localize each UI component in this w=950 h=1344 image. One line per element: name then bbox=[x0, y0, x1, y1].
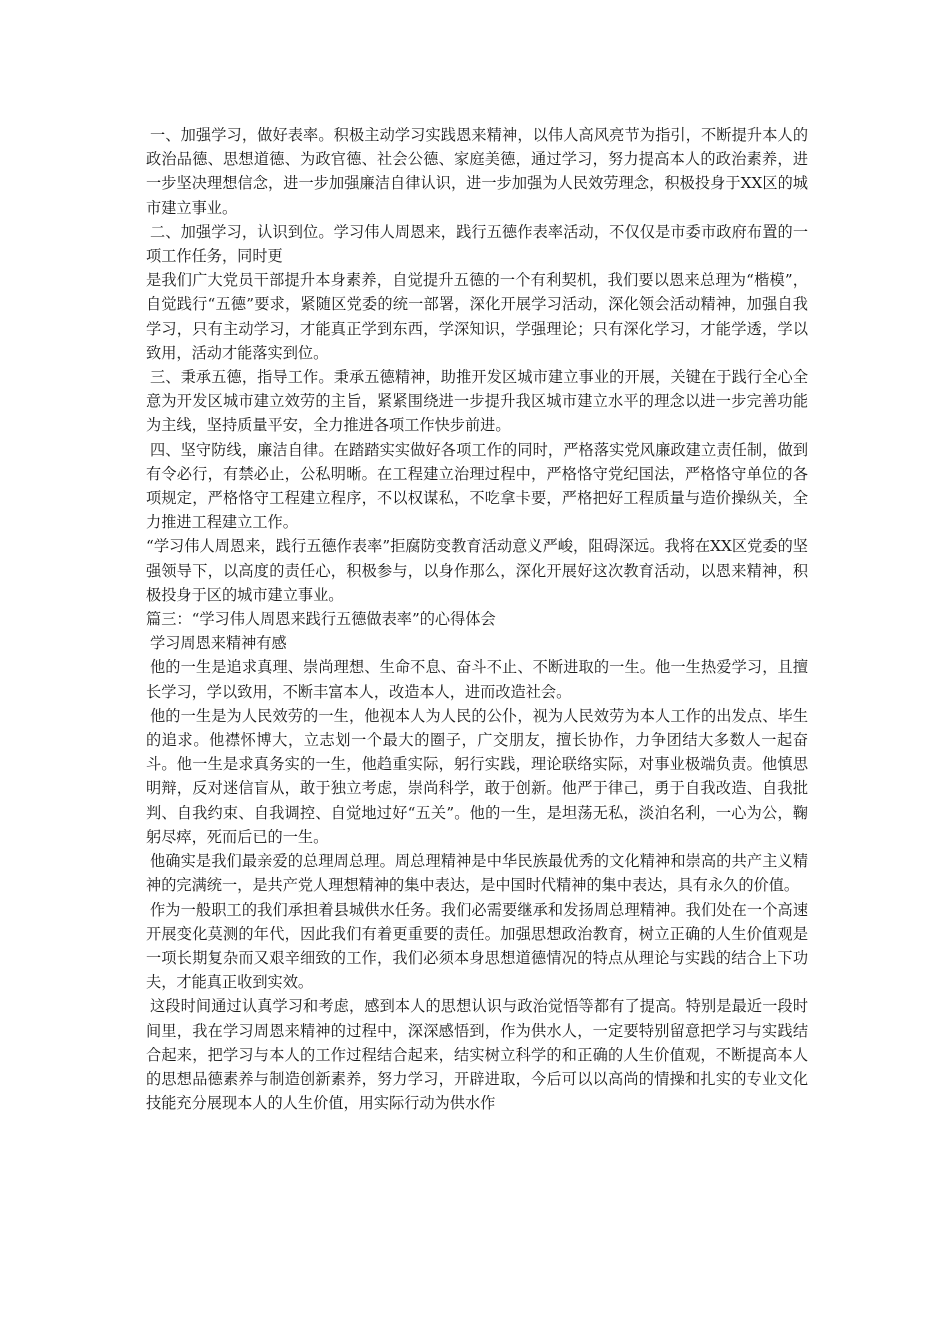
document-body bbox=[146, 123, 808, 1115]
paragraph-10: 他的一生是为人民效劳的一生，他视本人为人民的公仆，视为人民效劳为本人工作的出发点、毕生的追求。他襟怀博大，立志划一个最大的圈子，广交朋友，擅长协作，力争团结大多数人一起奋斗。他一生是求真务实的一生，他趋重实际，躬行实践，理论联络实际，对事业极端负责。他慎思明辩，反对迷信盲从，敢于独立考虑，崇尚科学，敢于创新。他严于律己，勇于自我改造、自我批判、自我约束、自我调控、自觉地过好“五关”。他的一生，是坦荡无私，淡泊名利，一心为公，鞠躬尽瘁，死而后已的一生。 bbox=[146, 706, 808, 846]
paragraph-9: 他的一生是追求真理、崇尚理想、生命不息、奋斗不止、不断进取的一生。他一生热爱学习，且擅长学习，学以致用，不断丰富本人，改造本人，进而改造社会。 bbox=[146, 658, 808, 701]
paragraph-12: 作为一般职工的我们承担着县城供水任务。我们必需要继承和发扬周总理精神。我们处在一个高速开展变化莫测的年代，因此我们有着更重要的责任。加强思想政治教育，树立正确的人生价值观是一项长期复杂而又艰辛细致的工作，我们必须本身思想道德情况的特点从理论与实践的结合上下功夫，才能真正收到实效。 bbox=[146, 900, 808, 992]
paragraph-13: 这段时间通过认真学习和考虑，感到本人的思想认识与政治觉悟等都有了提高。特别是最近一段时间里，我在学习周恩来精神的过程中，深深感悟到，作为供水人，一定要特别留意把学习与实践结合起来，把学习与本人的工作过程结合起来，结实树立科学的和正确的人生价值观，不断提高本人的思想品德素养与制造创新素养，努力学习，开辟进取，今后可以以高尚的情操和扎实的专业文化技能充分展现本人的人生价值，用实际行动为供水作 bbox=[146, 997, 808, 1113]
paragraph-5: 四、坚守防线，廉洁自律。在踏踏实实做好各项工作的同时，严格落实党风廉政建立责任制，做到有令必行，有禁必止，公私明晰。在工程建立治理过程中，严格恪守党纪国法，严格恪守单位的各项规定，严格恪守工程建立程序，不以权谋私，不吃拿卡要，严格把好工程质量与造价操纵关，全力推进工程建立工作。 bbox=[146, 440, 808, 532]
paragraph-4: 三、秉承五德，指导工作。秉承五德精神，助推开发区城市建立事业的开展，关键在于践行全心全意为开发区城市建立效劳的主旨，紧紧围绕进一步提升我区城市建立水平的理念以进一步完善功能为主线，坚持质量平安，全力推进各项工作快步前进。 bbox=[146, 368, 808, 435]
paragraph-1: 一、加强学习，做好表率。积极主动学习实践恩来精神，以伟人高风亮节为指引，不断提升本人的政治品德、思想道德、为政官德、社会公德、家庭美德，通过学习，努力提高本人的政治素养，进一步坚决理想信念，进一步加强廉洁自律认识，进一步加强为人民效劳理念，积极投身于XX区的城市建立事业。 bbox=[146, 126, 808, 217]
paragraph-11: 他确实是我们最亲爱的总理周总理。周总理精神是中华民族最优秀的文化精神和崇高的共产主义精神的完满统一，是共产党人理想精神的集中表达，是中国时代精神的集中表达，具有永久的价值。 bbox=[146, 852, 808, 895]
paragraph-6: “学习伟人周恩来，践行五德作表率”拒腐防变教育活动意义严峻，阻碍深远。我将在XX区党委的坚强领导下，以高度的责任心，积极参与，以身作那么，深化开展好这次教育活动，以恩来精神，积极投身于区的城市建立事业。 bbox=[146, 537, 808, 604]
section-subheading: 学习周恩来精神有感 bbox=[150, 634, 287, 653]
paragraph-2: 二、加强学习，认识到位。学习伟人周恩来，践行五德作表率活动，不仅仅是市委市政府布置的一项工作任务，同时更 bbox=[146, 222, 808, 266]
paragraph-3: 是我们广大党员干部提升本身素养，自觉提升五德的一个有利契机，我们要以恩来总理为“楷模”，自觉践行“五德”要求，紧随区党委的统一部署，深化开展学习活动，深化领会活动精神，加强自我学习，只有主动学习，才能真正学到东西，学深知识，学强理论；只有深化学习，才能学透，学以致用，活动才能落实到位。 bbox=[146, 271, 808, 362]
section-heading: 篇三：“学习伟人周恩来践行五德做表率”的心得体会 bbox=[146, 610, 496, 629]
